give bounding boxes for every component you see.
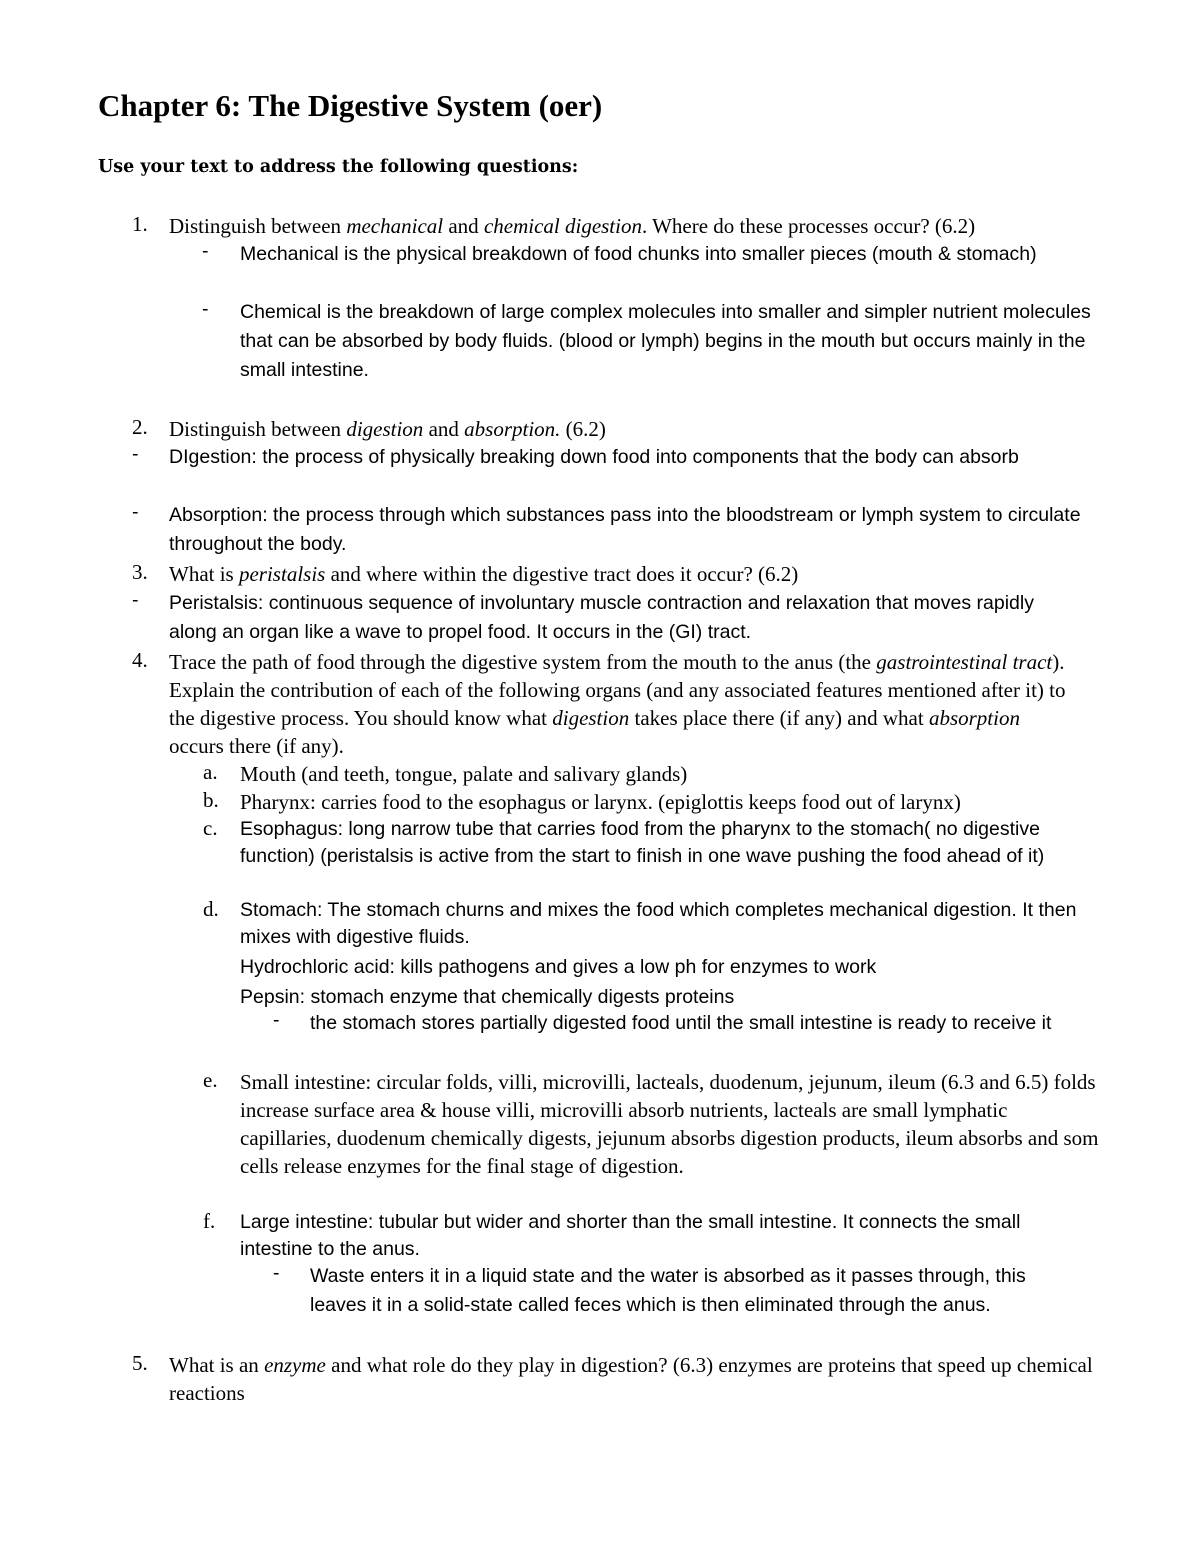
answer-1b: Chemical is the breakdown of large complex molecules into smaller and simpler nutrient molecules that can be absorbed by body fluids. (blood or lymph) begins in the mouth but occurs mainly in the small intestine. (240, 301, 1091, 381)
stomach-note: the stomach stores partially digested food until the small intestine is ready to receive it (310, 1012, 1052, 1034)
question-4: Trace the path of food through the digestive system from the mouth to the anus (the gastrointestinal tract). Explain the contribution of each of the following organs (and any associated features mentioned after it) to the digestive process. You should know what digestion takes place there (if any) and what absorption occurs there (if any). (169, 650, 1066, 758)
dash-bullet: - (132, 501, 139, 523)
dash-bullet: - (202, 240, 209, 262)
question-2: Distinguish between digestion and absorption. (6.2) (169, 417, 606, 441)
instructions-heading: Use your text to address the following questions: (98, 157, 579, 177)
question-number: 2. (132, 415, 148, 439)
page-title: Chapter 6: The Digestive System (oer) (98, 88, 603, 123)
dash-bullet: - (273, 1009, 280, 1031)
dash-bullet: - (273, 1262, 280, 1284)
dash-bullet: - (132, 589, 139, 611)
question-3: What is peristalsis and where within the digestive tract does it occur? (6.2) (169, 562, 799, 586)
item-letter: c. (203, 816, 218, 840)
item-letter: b. (203, 788, 219, 812)
item-letter: f. (203, 1209, 216, 1233)
answer-2b: Absorption: the process through which substances pass into the bloodstream or lymph system to circulate throughout the body. (169, 504, 1081, 555)
item-stomach: Stomach: The stomach churns and mixes the food which completes mechanical digestion. It then mixes with digestive fluids. Hydrochloric acid: kills pathogens and gives a low ph for enzymes to work Pepsin: stomach enzyme that chemically digests proteins (240, 899, 1077, 1008)
item-letter: a. (203, 760, 218, 784)
question-1: Distinguish between mechanical and chemical digestion. Where do these processes occur? (6.2) (169, 214, 976, 238)
item-letter: e. (203, 1068, 218, 1092)
question-number: 5. (132, 1351, 148, 1375)
question-number: 4. (132, 648, 148, 672)
dash-bullet: - (132, 443, 139, 465)
question-number: 1. (132, 212, 148, 236)
large-intestine-note: Waste enters it in a liquid state and the water is absorbed as it passes through, this leaves it in a solid-state called feces which is then eliminated through the anus. (310, 1265, 1026, 1316)
item-letter: d. (203, 897, 219, 921)
answer-3a: Peristalsis: continuous sequence of involuntary muscle contraction and relaxation that moves rapidly along an organ like a wave to propel food. It occurs in the (GI) tract. (169, 592, 1034, 643)
question-number: 3. (132, 560, 148, 584)
answer-1a: Mechanical is the physical breakdown of food chunks into smaller pieces (mouth & stomach) (240, 243, 1037, 265)
item-small-intestine: Small intestine: circular folds, villi, microvilli, lacteals, duodenum, jejunum, ileum (6.3 and 6.5) folds increase surface area & house villi, microvilli absorb nutrients, lacteals are small lymphatic capillaries, duodenum chemically digests, jejunum absorbs digestion products, ileum absorbs and som cells release enzymes for the final stage of digestion. (240, 1070, 1099, 1178)
item-esophagus: Esophagus: long narrow tube that carries food from the pharynx to the stomach( no digestive function) (peristalsis is active from the start to finish in one wave pushing the food ahead of it) (240, 818, 1045, 867)
item-mouth: Mouth (and teeth, tongue, palate and salivary glands) (240, 762, 688, 786)
dash-bullet: - (202, 298, 209, 320)
answer-2a: DIgestion: the process of physically breaking down food into components that the body can absorb (169, 446, 1019, 468)
question-5: What is an enzyme and what role do they play in digestion? (6.3) enzymes are proteins that speed up chemical reactions (169, 1353, 1093, 1405)
item-large-intestine: Large intestine: tubular but wider and shorter than the small intestine. It connects the small intestine to the anus. (240, 1211, 1021, 1260)
item-pharynx: Pharynx: carries food to the esophagus or larynx. (epiglottis keeps food out of larynx) (240, 790, 961, 814)
